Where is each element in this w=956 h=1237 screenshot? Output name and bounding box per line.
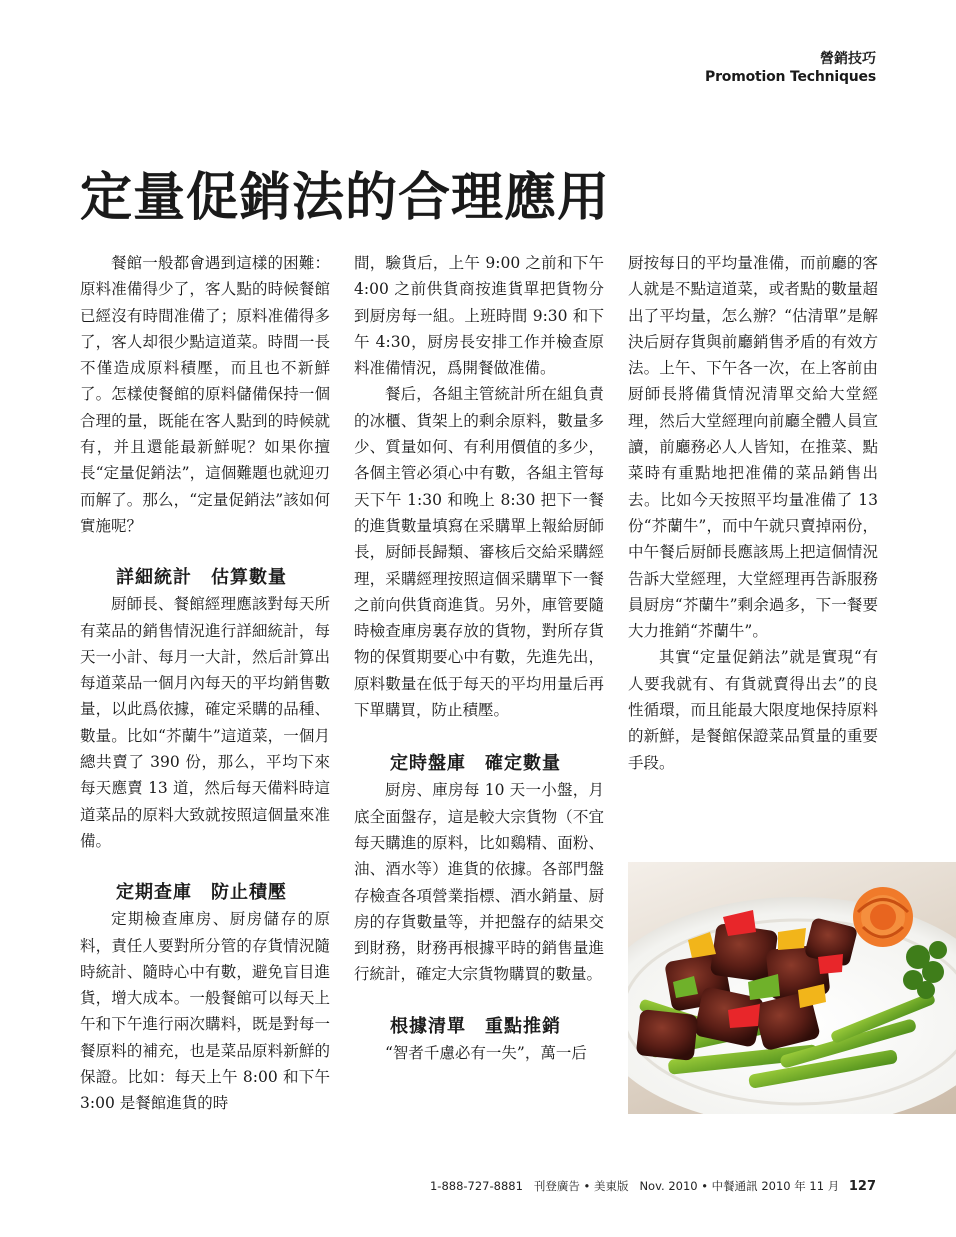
after-meal-paragraph: 餐后，各組主管統計所在組負責的冰櫃、貨架上的剩余原料，數量多少、質量如何、有利用價值的多少，各個主管必須心中有數，各組主管每天下午 1:30 和晚上 8:30 把下一餐的進貨數量填寫在采購單上報給厨師長，厨師長歸類、審核后交給采購經理，采購經理按照這個采購單下一餐之前向供貨商進貨。另外，庫管要隨時檢查庫房裏存放的貨物，對所存貨物的保質期要心中有數，先進先出，原料數量在低于每天的平均用量后再下單購買，防止積壓。: [354, 385, 604, 720]
article-column-1: [80, 250, 330, 1117]
conclusion-paragraph: 其實“定量促銷法”就是實現“有人要我就有、有貨就賣得出去”的良性循環，而且能最大限度地保持原料的新鮮，是餐館保證菜品質量的重要手段。: [628, 648, 878, 772]
article-title: 定量促銷法的合理應用: [80, 167, 611, 228]
article-column-2: [354, 250, 604, 1066]
statistics-paragraph: 厨師長、餐館經理應該對每天所有菜品的銷售情況進行詳細統計，每天一小計、每月一大計，然后計算出每道菜品一個月內每天的平均銷售數量，以此爲依據，確定采購的品種、數量。比如“芥蘭牛”這道菜，一個月總共賣了 390 份，那么，平均下來每天應賣 13 道，然后每天備料時這道菜品的原料大致就按照這個量來准備。: [80, 595, 330, 850]
subheading-inventory-check: 定期查庫 防止積壓: [116, 882, 287, 904]
dish-illustration: [628, 862, 956, 1114]
stocktake-paragraph: 厨房、庫房每 10 天一小盤，月底全面盤存，這是較大宗貨物（不宜每天購進的原料，比如鷄精、面粉、油、酒水等）進貨的依據。各部門盤存檢查各項營業指標、酒水銷量、厨房的存貨數量等，并把盤存的結果交到財務，財務再根據平時的銷售量進行統計，確定大宗貨物購買的數量。: [354, 781, 604, 984]
footer-phone: 1-888-727-8881: [429, 1179, 523, 1193]
list-promotion-paragraph: “智者千慮必有一失”，萬一后: [385, 1043, 587, 1062]
dish-photo: [628, 862, 956, 1114]
section-label-en: Promotion Techniques: [705, 69, 876, 85]
page-number: 127: [848, 1179, 876, 1194]
footer-issue: Nov. 2010 • 中餐通訊 2010 年 11 月: [639, 1179, 840, 1193]
subheading-statistics: 詳細統計 估算數量: [116, 567, 287, 589]
inventory-check-paragraph: 定期檢查庫房、厨房儲存的原料，責任人要對所分管的存貨情況隨時統計、隨時心中有數，避免盲目進貨，增大成本。一般餐館可以每天上午和下午進行兩次購料，既是對每一餐原料的補充，也是菜品原料新鮮的保證。比如：每天上午 8:00 和下午 3:00 是餐館進貨的時: [80, 910, 330, 1113]
page-footer: [430, 1178, 876, 1194]
inventory-check-continued: 間，驗貨后，上午 9:00 之前和下午 4:00 之前供貨商按進貨單把貨物分到厨房每一組。上班時間 9:30 和下午 4:30，厨房長安排工作并檢查原料准備情況，爲開餐做准備。: [354, 254, 604, 378]
footer-ad: 刊登廣告 • 美東版: [533, 1179, 629, 1193]
intro-paragraph: 餐館一般都會遇到這樣的困難：原料准備得少了，客人點的時候餐館已經沒有時間准備了；原料准備得多了，客人却很少點這道菜。時間一長不僅造成原料積壓，而且也不新鮮了。怎樣使餐館的原料儲備保持一個合理的量，既能在客人點到的時候就有，并且還能最新鮮呢？如果你擅長“定量促銷法”，這個難題也就迎刃而解了。那么，“定量促銷法”該如何實施呢？: [80, 254, 330, 535]
section-tag: [705, 50, 876, 86]
article-column-3: [628, 250, 878, 776]
subheading-stocktake: 定時盤庫 確定數量: [390, 753, 561, 775]
section-label-zh: 營銷技巧: [820, 51, 876, 67]
carrot-rose-garnish: [853, 887, 913, 947]
list-promotion-continued: 厨按每日的平均量准備，而前廳的客人就是不點這道菜，或者點的數量超出了平均量，怎么辦？“估清單”是解決后厨存貨與前廳銷售矛盾的有效方法。上午、下午各一次，在上客前由厨師長將備貨情況清單交給大堂經理，然后大堂經理向前廳全體人員宣讀，前廳務必人人皆知，在推菜、點菜時有重點地把准備的菜品銷售出去。比如今天按照平均量准備了 13 份“芥蘭牛”，而中午就只賣掉兩份，中午餐后厨師長應該馬上把這個情況告訴大堂經理，大堂經理再告訴服務員厨房“芥蘭牛”剩余過多，下一餐要大力推銷“芥蘭牛”。: [628, 254, 878, 641]
subheading-list-promotion: 根據清單 重點推銷: [390, 1015, 561, 1037]
